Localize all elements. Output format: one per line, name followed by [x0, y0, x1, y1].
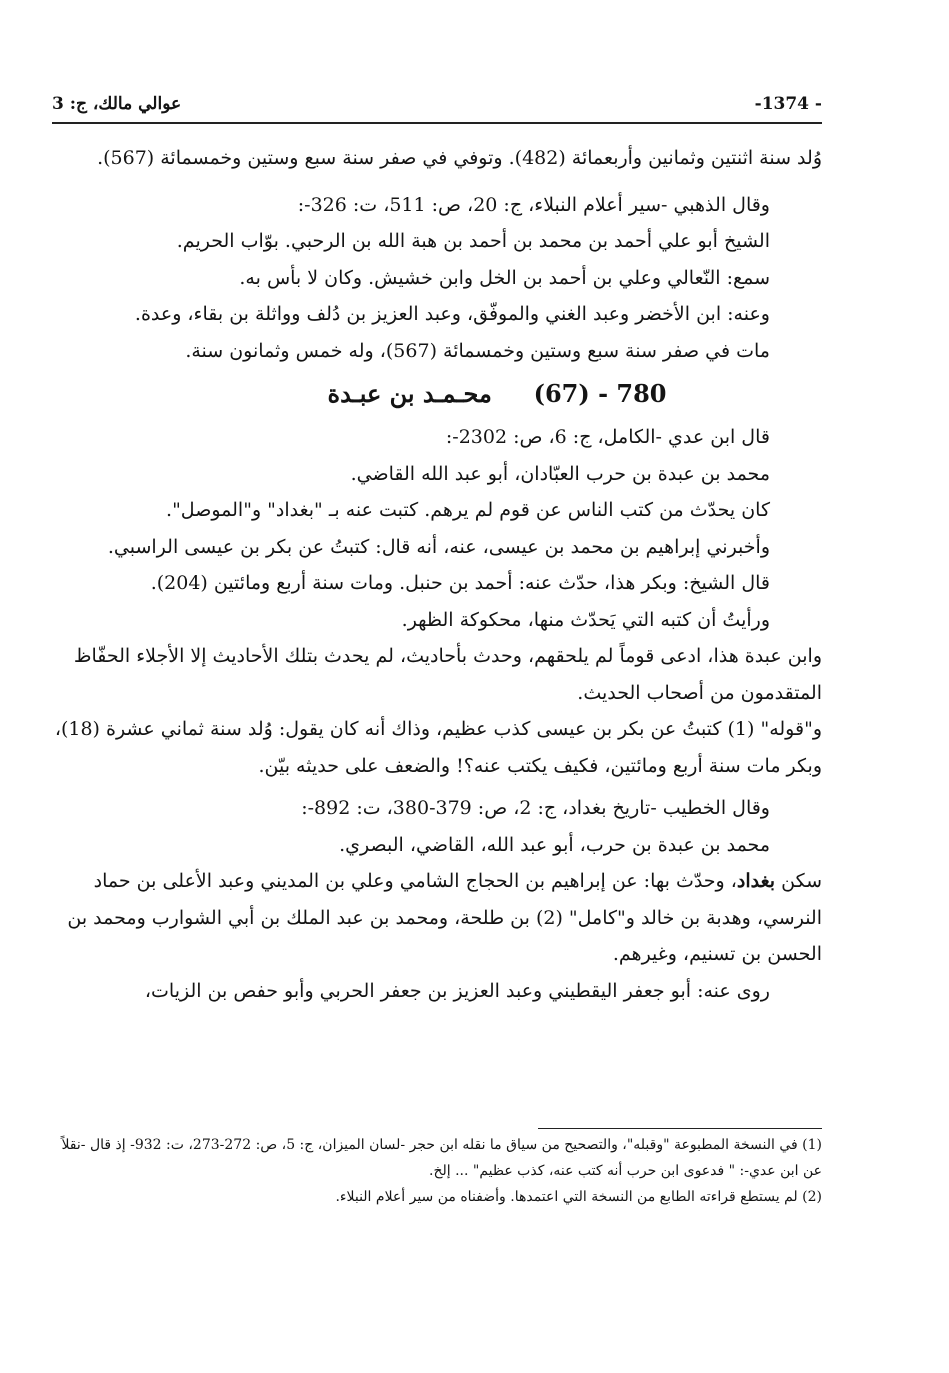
paragraph: وعنه: ابن الأخضر وعبد الغني والموفّق، وعبد العزيز بن دُلف وواثلة بن بقاء، وعدة.: [134, 303, 770, 325]
bold-place-name: بغداد: [736, 870, 776, 892]
paragraph: محمد بن عبدة بن حرب العبّادان، أبو عبد الله القاضي.: [350, 462, 770, 485]
text-run: سكن: [775, 870, 822, 892]
paragraph: روى عنه: أبو جعفر اليقطيني وعبد العزيز بن جعفر الحربي وأبو حفص بن الزيات،: [144, 979, 770, 1002]
page-header: [52, 92, 822, 124]
citation-line: وقال الذهبي -سير أعلام النبلاء، ج: 20، ص: 511، ت: 326-:: [297, 193, 770, 216]
page-number: -1374 -: [754, 94, 822, 114]
paragraph: [52, 863, 822, 973]
main-text: [52, 140, 822, 1009]
paragraph: وأخبرني إبراهيم بن محمد بن عيسى، عنه، أنه قال: كتبتُ عن بكر بن عيسى الراسبي.: [107, 535, 770, 558]
footnote-separator: [538, 1128, 822, 1129]
paragraph: و"قوله" (1) كتبتُ عن بكر بن عيسى كذب عظيم، وذاك أنه كان يقول: وُلد سنة ثماني عشرة (18)، وبكر مات سنة أربع ومائتين، فكيف يكتب عنه؟! والضعف على حديثه بيّن.: [54, 718, 822, 777]
paragraph: محمد بن عبدة بن حرب، أبو عبد الله، القاضي، البصري.: [339, 833, 770, 856]
footnote: (1) في النسخة المطبوعة "وقبله"، والتصحيح من سياق ما نقله ابن حجر -لسان الميزان، ج: 5، ص: 272-273، ت: 932- إذ قال -نقلاً عن ابن عدي-: " فدعوى ابن حرب أنه كتب عنه، كذب عظيم" ... إلخ.: [61, 1137, 822, 1179]
paragraph: سمع: النّعالي وعلي بن أحمد بن الخل وابن خشيش. وكان لا بأس به.: [239, 266, 770, 289]
paragraph: وُلد سنة اثنتين وثمانين وأربعمائة (482). وتوفي في صفر سنة سبع وستين وخمسمائة (567).: [97, 147, 822, 169]
citation-line: وقال الخطيب -تاريخ بغداد، ج: 2، ص: 379-380، ت: 892-:: [301, 797, 770, 819]
paragraph: كان يحدّث من كتب الناس عن قوم لم يرهم. كتبت عنه بـ "بغداد" و"الموصل".: [166, 499, 770, 521]
paragraph: ورأيتُ أن كتبه التي يَحدّث منها، محكوكة الظهر.: [401, 608, 770, 631]
footnotes: [52, 1132, 822, 1210]
paragraph: الشيخ أبو علي أحمد بن محمد بن أحمد بن هبة الله بن الرحبي. بوّاب الحريم.: [176, 230, 770, 252]
paragraph: قال الشيخ: وبكر هذا، حدّث عنه: أحمد بن حنبل. ومات سنة أربع ومائتين (204).: [150, 572, 770, 594]
paragraph: وابن عبدة هذا، ادعى قوماً لم يلحقهم، وحدث بأحاديث، لم يحدث بتلك الأحاديث إلا الأجلاء الحفّاظ المتقدمون من أصحاب الحديث.: [73, 645, 822, 704]
footnote: (2) لم يستطع قراءته الطابع من النسخة التي اعتمدها. وأضفناه من سير أعلام النبلاء.: [335, 1189, 822, 1205]
paragraph: مات في صفر سنة سبع وستين وخمسمائة (567)، وله خمس وثمانون سنة.: [185, 339, 770, 362]
entry-heading: 780 - (67) محـمـد بن عبـدة: [327, 379, 667, 408]
citation-line: قال ابن عدي -الكامل، ج: 6، ص: 2302-:: [445, 426, 770, 448]
running-title: عوالي مالك، ج: 3: [52, 94, 182, 114]
text-run: ، وحدّث بها: عن إبراهيم بن الحجاج الشامي وعلي بن المديني وعبد الأعلى بن حماد النرسي، وهدبة بن خالد و"كامل" (2) بن طلحة، ومحمد بن عبد الملك بن أبي الشوارب ومحمد بن الحسن بن تسنيم، وغيرهم.: [67, 870, 822, 965]
